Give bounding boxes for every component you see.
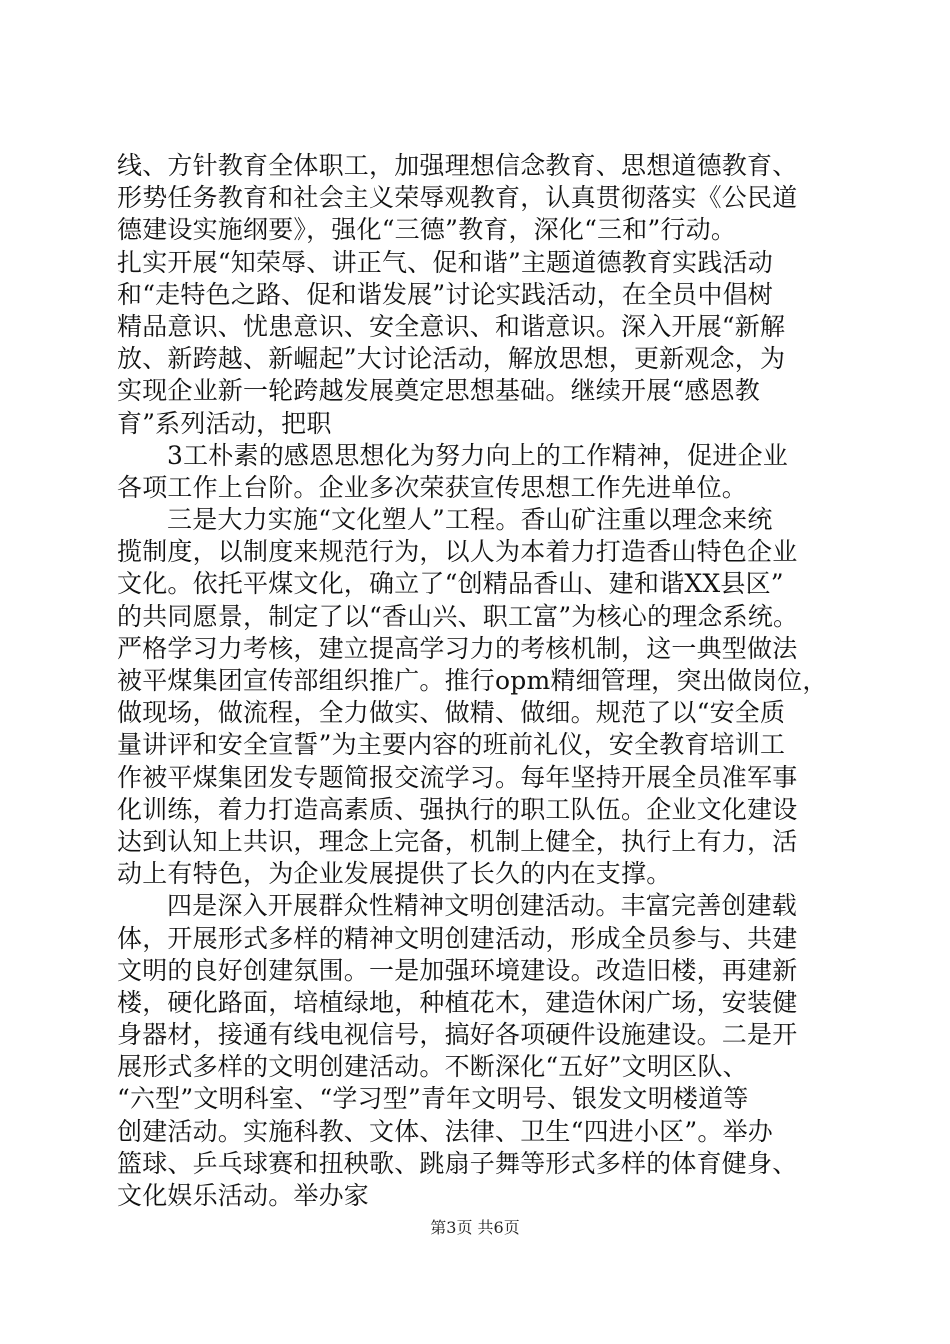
text-line: 被平煤集团宣传部组织推广。推行opm精细管理，突出做岗位， [117, 666, 828, 695]
text-line: 作被平煤集团发专题简报交流学习。每年坚持开展全员准军事 [117, 762, 798, 792]
body-text [117, 150, 837, 1212]
text-line: 形势任务教育和社会主义荣辱观教育，认真贯彻落实《公民道 [117, 183, 798, 213]
text-line: 四是深入开展群众性精神文明创建活动。丰富完善创建载 [167, 891, 798, 921]
text-line: 做现场，做流程，全力做实、做精、做细。规范了以“安全质 [117, 698, 786, 728]
text-line: “六型”文明科室、“学习型”青年文明号、银发文明楼道等 [117, 1084, 749, 1114]
text-line: 量讲评和安全宣誓”为主要内容的班前礼仪，安全教育培训工 [117, 730, 786, 760]
text-line: 创建活动。实施科教、文体、法律、卫生“四进小区”。举办 [117, 1116, 773, 1146]
text-line: 身器材，接通有线电视信号，搞好各项硬件设施建设。二是开 [117, 1020, 798, 1050]
text-line: 育”系列活动，把职 [117, 408, 332, 438]
text-line: 放、新跨越、新崛起”大讨论活动，解放思想，更新观念，为 [117, 344, 786, 374]
text-line: 达到认知上共识，理念上完备，机制上健全，执行上有力，活 [117, 826, 798, 856]
text-line: 体，开展形式多样的精神文明创建活动，形成全员参与、共建 [117, 923, 798, 953]
text-line: 篮球、乒乓球赛和扭秧歌、跳扇子舞等形式多样的体育健身、 [117, 1148, 798, 1178]
text-line: 文化。依托平煤文化，确立了“创精品香山、建和谐XX县区” [117, 569, 784, 599]
text-line: 文明的良好创建氛围。一是加强环境建设。改造旧楼，再建新 [117, 955, 798, 985]
text-line: 化训练，着力打造高素质、强执行的职工队伍。企业文化建设 [117, 794, 798, 824]
text-line: 展形式多样的文明创建活动。不断深化“五好”文明区队、 [117, 1052, 748, 1082]
text-line: 动上有特色，为企业发展提供了长久的内在支撑。 [117, 859, 672, 889]
page-footer: 第3页 共6页 [430, 1218, 520, 1237]
text-line: 精品意识、忧患意识、安全意识、和谐意识。深入开展“新解 [117, 311, 786, 341]
text-line: 德建设实施纲要》，强化“三德”教育，深化“三和”行动。 [117, 215, 737, 245]
text-line: 各项工作上台阶。企业多次荣获宣传思想工作先进单位。 [117, 472, 748, 502]
text-line: 3工朴素的感恩思想化为努力向上的工作精神，促进企业 [167, 440, 788, 470]
text-line: 严格学习力考核，建立提高学习力的考核机制，这一典型做法 [117, 633, 798, 663]
text-line: 和“走特色之路、促和谐发展”讨论实践活动，在全员中倡树 [117, 279, 773, 309]
text-line: 三是大力实施“文化塑人”工程。香山矿注重以理念来统 [167, 505, 773, 535]
text-line: 楼，硬化路面，培植绿地，种植花木，建造休闲广场，安装健 [117, 987, 798, 1017]
text-line: 线、方针教育全体职工，加强理想信念教育、思想道德教育、 [117, 151, 798, 180]
text-line: 的共同愿景，制定了以“香山兴、职工富”为核心的理念系统。 [117, 601, 799, 631]
text-line: 实现企业新一轮跨越发展奠定思想基础。继续开展“感恩教 [117, 376, 760, 406]
text-line: 扎实开展“知荣辱、讲正气、促和谐”主题道德教育实践活动 [117, 247, 773, 277]
text-line: 揽制度，以制度来规范行为，以人为本着力打造香山特色企业 [117, 537, 798, 567]
text-line: 文化娱乐活动。举办家 [117, 1181, 370, 1210]
